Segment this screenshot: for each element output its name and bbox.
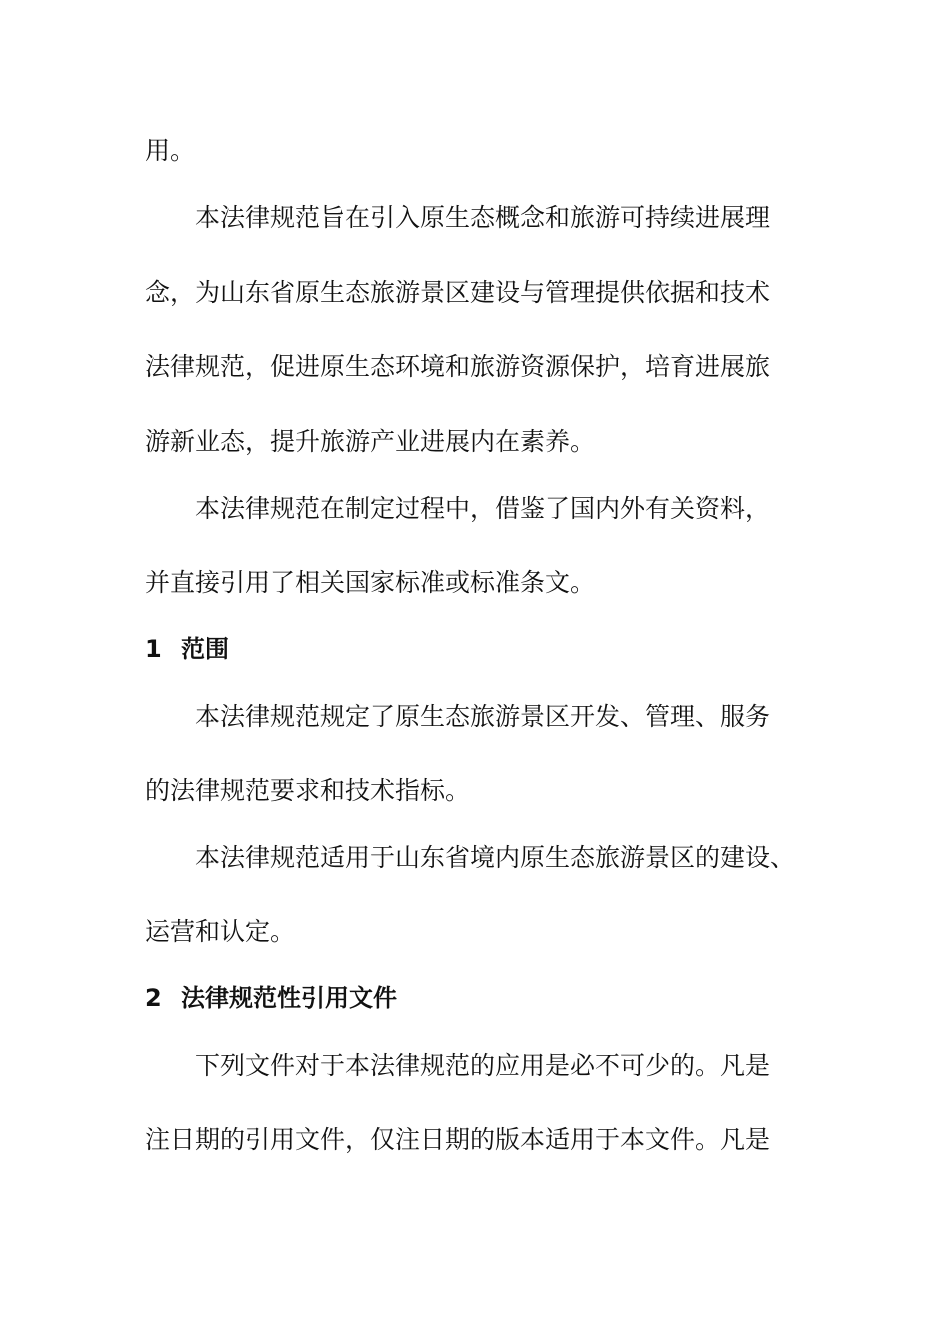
text-line: 念，为山东省原生态旅游景区建设与管理提供依据和技术 bbox=[145, 278, 771, 307]
paragraph-first-line: 下列文件对于本法律规范的应用是必不可少的。凡是 bbox=[195, 1051, 771, 1080]
text-line: 并直接引用了相关国家标准或标准条文。 bbox=[145, 568, 596, 597]
text-line: 游新业态，提升旅游产业进展内在素养。 bbox=[145, 427, 596, 456]
text-line: 注日期的引用文件，仅注日期的版本适用于本文件。凡是 bbox=[145, 1125, 771, 1154]
paragraph-first-line: 本法律规范旨在引入原生态概念和旅游可持续进展理 bbox=[195, 203, 771, 232]
paragraph-first-line: 本法律规范在制定过程中，借鉴了国内外有关资料， bbox=[195, 494, 771, 523]
section-title: 法律规范性引用文件 bbox=[181, 984, 397, 1012]
paragraph-first-line: 本法律规范适用于山东省境内原生态旅游景区的建设、 bbox=[195, 843, 796, 872]
section-number: 1 bbox=[145, 635, 162, 663]
text-line: 运营和认定。 bbox=[145, 917, 296, 946]
section-heading bbox=[145, 981, 397, 1015]
section-heading bbox=[145, 632, 229, 666]
text-line: 用。 bbox=[145, 136, 196, 165]
text-line: 的法律规范要求和技术指标。 bbox=[145, 776, 471, 805]
paragraph-first-line: 本法律规范规定了原生态旅游景区开发、管理、服务 bbox=[195, 702, 771, 731]
text-line: 法律规范，促进原生态环境和旅游资源保护，培育进展旅 bbox=[145, 352, 771, 381]
section-number: 2 bbox=[145, 984, 162, 1012]
section-title: 范围 bbox=[181, 635, 229, 663]
